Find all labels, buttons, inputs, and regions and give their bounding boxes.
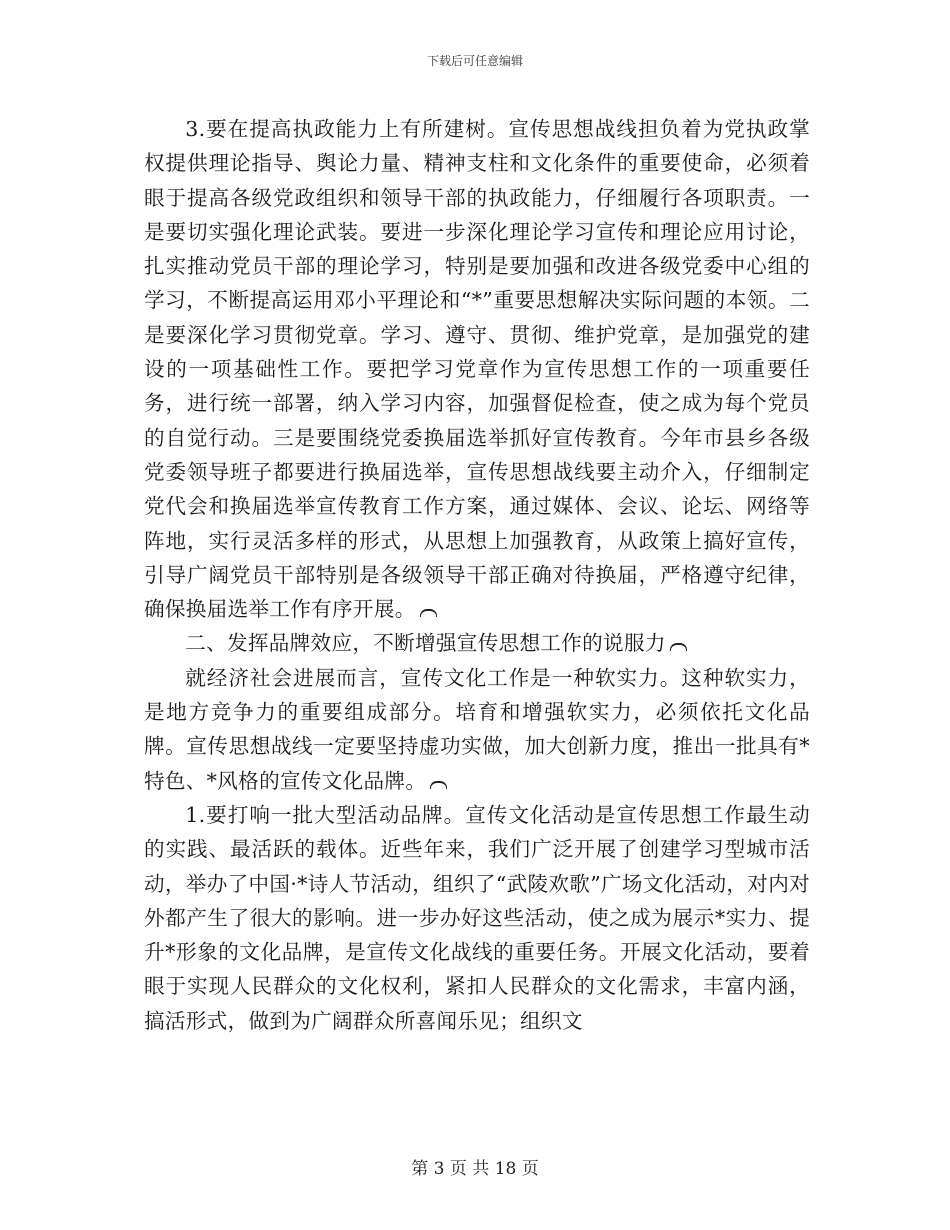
document-body xyxy=(144,112,810,1038)
paragraph-soft-power xyxy=(144,661,810,798)
paragraph-activity-brands xyxy=(144,798,810,1038)
paragraph-end-mark-icon xyxy=(670,643,687,651)
page-number-footer: 第 3 页 共 18 页 xyxy=(411,1159,539,1179)
section-heading-brand-effect xyxy=(144,626,810,660)
paragraph-end-mark-icon xyxy=(420,609,437,617)
paragraph-end-mark-icon xyxy=(430,781,447,789)
page-header: 下载后可任意编辑 xyxy=(426,54,523,68)
heading-text: 二、发挥品牌效应，不断增强宣传思想工作的说服力 xyxy=(185,631,666,656)
paragraph-exec-capacity xyxy=(144,112,810,626)
paragraph-text: 就经济社会进展而言，宣传文化工作是一种软实力。这种软实力，是地方竞争力的重要组成部分。培育和增强软实力，必须依托文化品牌。宣传思想战线一定要坚持虚功实做，加大创新力度，推出一批具有*特色、*风格的宣传文化品牌。 xyxy=(144,665,810,793)
paragraph-text: 3.要在提高执政能力上有所建树。宣传思想战线担负着为党执政掌权提供理论指导、舆论力量、精神支柱和文化条件的重要使命，必须着眼于提高各级党政组织和领导干部的执政能力，仔细履行各项职责。一是要切实强化理论武装。要进一步深化理论学习宣传和理论应用讨论，扎实推动党员干部的理论学习，特别是要加强和改进各级党委中心组的学习，不断提高运用邓小平理论和“*”重要思想解决实际问题的本领。二是要深化学习贯彻党章。学习、遵守、贯彻、维护党章，是加强党的建设的一项基础性工作。要把学习党章作为宣传思想工作的一项重要任务，进行统一部署，纳入学习内容，加强督促检查，使之成为每个党员的自觉行动。三是要围绕党委换届选举抓好宣传教育。今年市县乡各级党委领导班子都要进行换届选举，宣传思想战线要主动介入，仔细制定党代会和换届选举宣传教育工作方案，通过媒体、会议、论坛、网络等阵地，实行灵活多样的形式，从思想上加强教育，从政策上搞好宣传，引导广阔党员干部特别是各级领导干部正确对待换届，严格遵守纪律，确保换届选举工作有序开展。 xyxy=(144,117,810,622)
paragraph-text: 1.要打响一批大型活动品牌。宣传文化活动是宣传思想工作最生动的实践、最活跃的载体。近些年来，我们广泛开展了创建学习型城市活动，举办了中国·*诗人节活动，组织了“武陵欢歌”广场文化活动，对内对外都产生了很大的影响。进一步办好这些活动，使之成为展示*实力、提升*形象的文化品牌，是宣传文化战线的重要任务。开展文化活动，要着眼于实现人民群众的文化权利，紧扣人民群众的文化需求，丰富内涵，搞活形式，做到为广阔群众所喜闻乐见；组织文 xyxy=(144,802,810,1033)
